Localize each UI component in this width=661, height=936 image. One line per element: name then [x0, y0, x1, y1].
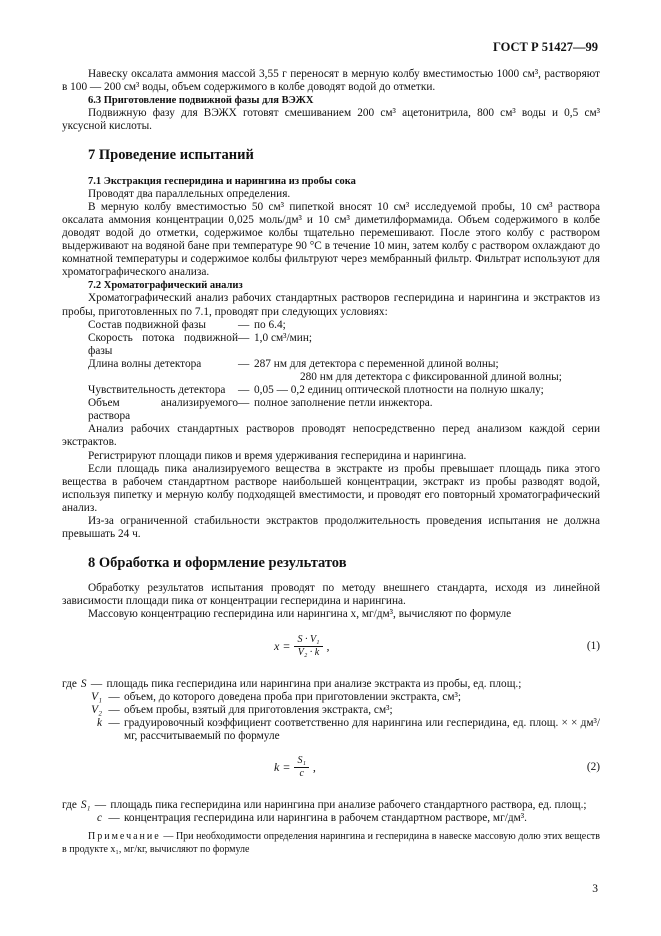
where-row [62, 704, 600, 717]
where-row [62, 799, 600, 812]
condition-row [62, 319, 600, 332]
formula-1-tail: , [326, 638, 330, 653]
where-dash: — [108, 703, 120, 716]
condition-dash: — [238, 331, 250, 344]
where-row [62, 678, 600, 691]
where-text: площадь пика гесперидина или нарингина при анализе экстракта из пробы, ед. площ.; [106, 677, 522, 690]
formula-1-number: (1) [586, 639, 600, 652]
where-text: объем пробы, взятый для приготовления экстракта, см³; [124, 703, 393, 716]
condition-name: Объем анализируемого раствора [88, 397, 238, 423]
paragraph-6-3: Подвижную фазу для ВЭЖХ готовят смешиванием 200 см³ ацетонитрила, 800 см³ воды и 0,5 см³ уксусной кислоты. [62, 107, 600, 133]
where-symbol: V₂ [91, 703, 102, 716]
paragraph-stability: Из-за ограниченной стабильности экстрактов продолжительность проведения испытания не должна превышать 24 ч. [62, 515, 600, 541]
condition-dash: — [238, 384, 250, 397]
formula-1-lhs: x = [274, 638, 291, 653]
formula-2-fraction [294, 755, 308, 780]
where-dash: — [94, 799, 107, 812]
condition-value: 0,05 — 0,2 единиц оптической плотности на полную шкалу; [254, 384, 544, 397]
formula-1-expression [274, 634, 330, 659]
paragraph-ammonium-oxalate: Навеску оксалата аммония массой 3,55 г переносят в мерную колбу вместимостью 1000 см³, растворяют в 100 — 200 см³ воды, объем содержимого в колбе доводят водой до отметки. [62, 68, 600, 94]
condition-value: полное заполнение петли инжектора. [254, 397, 433, 410]
paragraph-7-1-a: Проводят два параллельных определения. [88, 187, 291, 200]
subsection-7-2-title: 7.2 Хроматографический анализ [88, 280, 243, 292]
condition-value: 1,0 см³/мин; [254, 331, 313, 344]
condition-row [62, 397, 600, 423]
condition-name: Длина волны детектора [88, 357, 202, 370]
formula-1-denominator: V₂ · k [297, 646, 320, 658]
condition-dash: — [238, 357, 250, 370]
page-content [62, 68, 600, 856]
condition-dash: — [238, 318, 250, 331]
condition-name: Состав подвижной фазы [88, 318, 206, 331]
paragraph-analysis: Анализ рабочих стандартных растворов проводят непосредственно перед анализом каждой серии экстрактов. [62, 423, 600, 449]
where-dash: — [108, 812, 120, 825]
note [62, 831, 600, 856]
where-row [62, 691, 600, 704]
where-symbol: k [96, 716, 102, 729]
formula-1 [62, 630, 600, 670]
where-text: объем, до которого доведена проба при приготовлении экстракта, см³; [124, 690, 462, 703]
paragraph-8-b: Массовую концентрацию гесперидина или нарингина x, мг/дм³, вычисляют по формуле [88, 608, 512, 621]
where-list-1 [62, 678, 600, 743]
formula-1-fraction [294, 634, 322, 659]
condition-value: 287 нм для детектора с переменной длиной волны; [254, 357, 499, 370]
paragraph-8-a: Обработку результатов испытания проводят по методу внешнего стандарта, исходя из линейной зависимости площади пика от концентрации гесперидина и нарингина. [62, 582, 600, 608]
where-dash: — [108, 716, 120, 729]
subsection-6-3-title: 6.3 Приготовление подвижной фазы для ВЭЖХ [88, 95, 314, 107]
where-text: площадь пика гесперидина или нарингина при анализе рабочего стандартного раствора, ед. площ.; [110, 799, 587, 812]
note-label: Примечание [88, 831, 161, 843]
standard-header: ГОСТ Р 51427—99 [492, 40, 598, 54]
note-text: — При необходимости определения нарингина и гесперидина в навеске массовую долю этих веществ в продукте x₁, мг/кг, вычисляют по формуле [62, 831, 601, 855]
formula-2-number: (2) [586, 761, 600, 774]
condition-value: по 6.4; [254, 318, 286, 331]
page-number: 3 [592, 883, 598, 895]
where-list-2 [62, 799, 600, 825]
formula-2-lhs: k = [274, 759, 291, 774]
where-text: концентрация гесперидина или нарингина в рабочем стандартном растворе, мг/дм³. [124, 812, 527, 825]
condition-name: Скорость потока подвижной фазы [88, 331, 238, 357]
where-symbol: c [96, 812, 102, 825]
condition-row [62, 384, 600, 397]
where-dash: — [108, 690, 120, 703]
condition-value-continued: 280 нм для детектора с фиксированной длиной волны; [300, 370, 562, 383]
subsection-7-1-title: 7.1 Экстракция гесперидина и нарингина из пробы сока [88, 175, 356, 187]
where-symbol: S₁ [80, 799, 91, 812]
condition-row [62, 358, 600, 371]
paragraph-7-1-b: В мерную колбу вместимостью 50 см³ пипеткой вносят 10 см³ исследуемой пробы, 10 см³ раствора оксалата аммония концентрации 0,025 моль/дм³ и 10 см³ диметилформамида. Объем содержимого в колбе доводят водой до отметки, содержимое колбы тщательно перемешивают. После этого колбу с раствором выдерживают на водяной бане при температуре 90 °С в течение 10 мин, затем колбу с раствором охлаждают до комнатной температуры и содержимое колбы фильтруют через мембранный фильтр. Фильтрат используют для хроматографического анализа. [62, 200, 600, 279]
paragraph-7-2: Хроматографический анализ рабочих стандартных растворов гесперидина и нарингина и экстрактов из пробы, приготовленных по 7.1, проводят при следующих условиях: [62, 292, 600, 318]
where-prefix: где [62, 677, 77, 690]
paragraph-register: Регистрируют площади пиков и время удерживания гесперидина и нарингина. [88, 449, 467, 462]
condition-dash: — [238, 397, 250, 410]
where-symbol: V₁ [91, 690, 102, 703]
where-row [62, 717, 600, 743]
condition-row [62, 332, 600, 358]
formula-2-denominator: c [299, 768, 304, 780]
formula-2-numerator: S₁ [294, 755, 308, 768]
section-7-title: 7 Проведение испытаний [88, 147, 254, 164]
where-prefix: где [62, 799, 77, 812]
where-symbol: S [80, 677, 87, 690]
formula-2-tail: , [312, 759, 316, 774]
where-dash: — [90, 677, 103, 690]
paragraph-if-area: Если площадь пика анализируемого вещества в экстракте из пробы превышает площадь пика этого вещества в рабочем стандартном растворе наибольшей концентрации, экстракт из пробы разводят водой, используя пипетку и мерную колбу подходящей вместимости, и проводят его повторный хроматографический анализ. [62, 462, 600, 514]
where-row [62, 812, 600, 825]
condition-name: Чувствительность детектора [88, 384, 226, 397]
where-text: градуировочный коэффициент соответственно для нарингина или гесперидина, ед. площ. × × дм³/мг, рассчитываемый по формуле [124, 716, 600, 742]
formula-2 [62, 751, 600, 791]
conditions-list [62, 319, 600, 424]
formula-1-numerator: S · V₁ [294, 634, 322, 647]
formula-2-expression [274, 755, 316, 780]
section-8-title: 8 Обработка и оформление результатов [88, 555, 347, 572]
